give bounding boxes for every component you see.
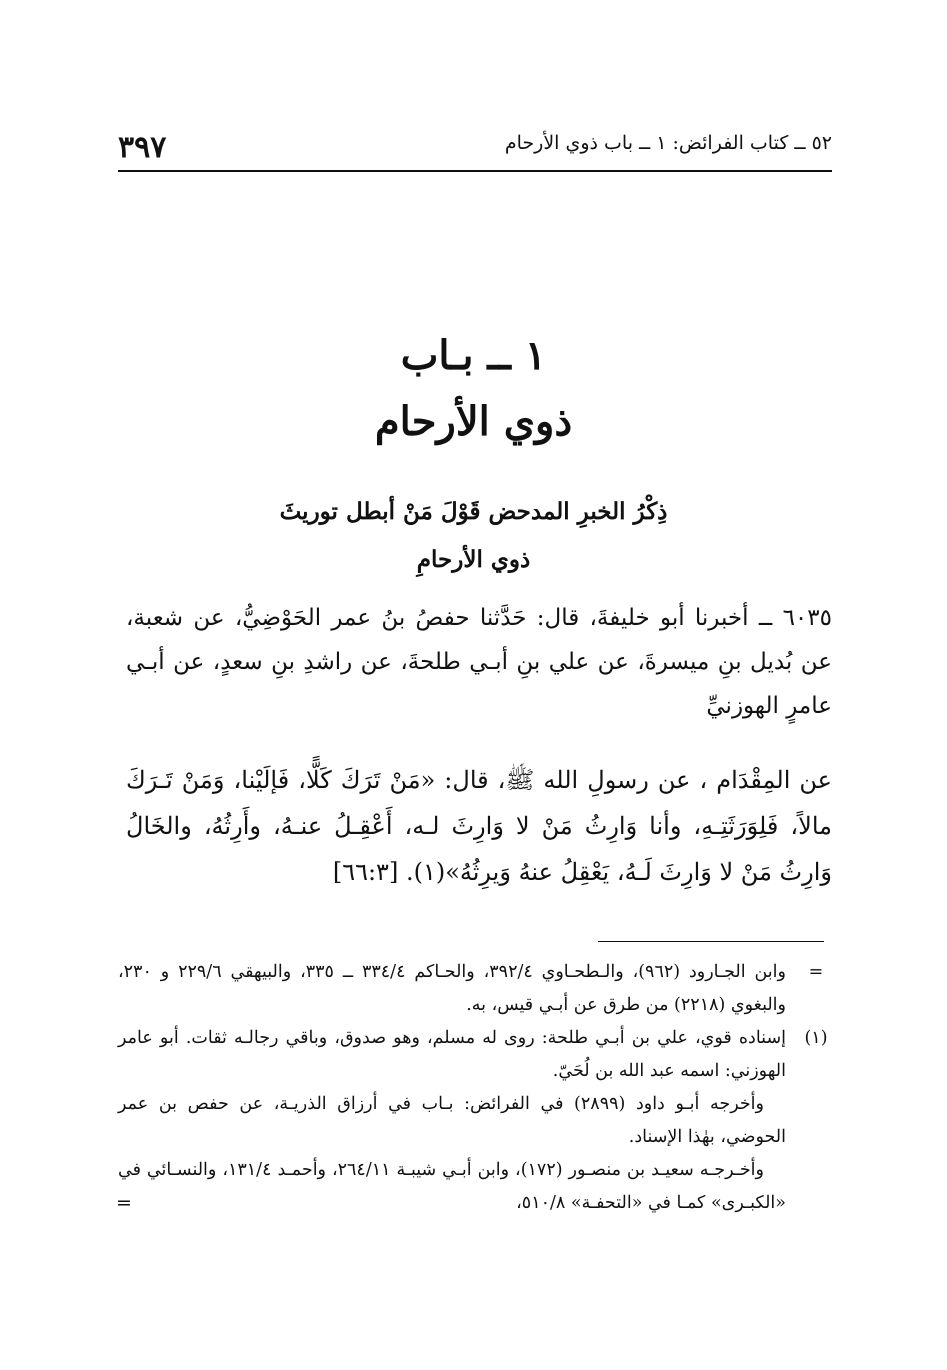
isnad-paragraph	[126, 596, 832, 728]
footnote-1	[118, 1022, 832, 1220]
page-number: ٣٩٧	[118, 130, 167, 165]
footnote-end-marker: =	[116, 1192, 132, 1214]
section-heading-line-1: ذِكْرُ الخبرِ المدحض قَوْلَ مَنْ أبطل توريثَ	[279, 498, 668, 525]
footnote-1-marker: (١)	[804, 1028, 828, 1048]
continuation-marker: =	[808, 962, 824, 982]
footnote-separator	[598, 941, 824, 942]
hadith-text: عن المِقْدَام ، عن رسولِ الله ﷺ، قال: «مَنْ تَرَكَ كَلًّا، فَإلَيْنا، وَمَنْ تَـرَكَ مالاً، فَلِوَرَثَتِـهِ، وأنا وَارِثُ مَنْ لا وَارِثَ لـه، أَعْقِـلُ عنـهُ، وأَرِثُهُ، والخَالُ وَارِثُ مَنْ لا وَارِثَ لَـهُ، يَعْقِلُ عنهُ وَيرِثُهُ»(١). [٦٦:٣]	[126, 766, 832, 886]
hadith-paragraph	[126, 757, 832, 895]
running-header	[118, 122, 832, 172]
section-heading-line-2: ذوي الأرحامِ	[416, 546, 531, 573]
isnad-text: ٦٠٣٥ ــ أخبرنا أبو خليفةَ، قال: حَدَّثنا حفصُ بنُ عمر الحَوْضِيُّ، عن شعبة، عن بُديل بنِ ميسرةَ، عن علي بنِ أبـي طلحةَ، عن راشدِ بنِ سعدٍ، عن أبـي عامرٍ الهوزنيِّ	[126, 605, 832, 719]
running-title: ٥٢ ــ كتاب الفرائض: ١ ــ باب ذوي الأرحام	[504, 132, 832, 154]
footnotes	[118, 956, 832, 1220]
chapter-number: ١ ــ بـاب	[400, 332, 547, 379]
footnote-1-paragraph-3: وأخـرجـه سعيـد بن منصـور (١٧٢)، وابن أبـي شيبـة ٢٦٤/١١، وأحمـد ١٣١/٤، والنسـائي في «الكبـرى» كمـا في «التحفـة» ٥١٠/٨،	[118, 1160, 786, 1213]
footnote-1-text: إسناده قوي، علي بن أبـي طلحة: روى له مسلم، وهو صدوق، وباقي رجالـه ثقات. أبو عامر الهوزني: اسمه عبد الله بن لُحَيّ.	[118, 1028, 786, 1081]
footnote-1-paragraph-2: وأخرجه أبـو داود (٢٨٩٩) في الفرائض: بـاب في أرزاق الذريـة، عن حفص بن عمر الحوضي، بهٰذا الإسناد.	[118, 1094, 786, 1147]
footnote-continuation	[118, 956, 832, 1022]
chapter-title: ذوي الأرحام	[374, 398, 573, 445]
footnote-continuation-text: وابن الجـارود (٩٦٢)، والـطحـاوي ٣٩٢/٤، والحـاكم ٣٣٤/٤ ــ ٣٣٥، والبيهقي ٢٢٩/٦ و ٢٣٠، والبغوي (٢٢١٨) من طرق عن أبـي قيس، به.	[118, 962, 786, 1015]
section-heading	[0, 488, 947, 584]
